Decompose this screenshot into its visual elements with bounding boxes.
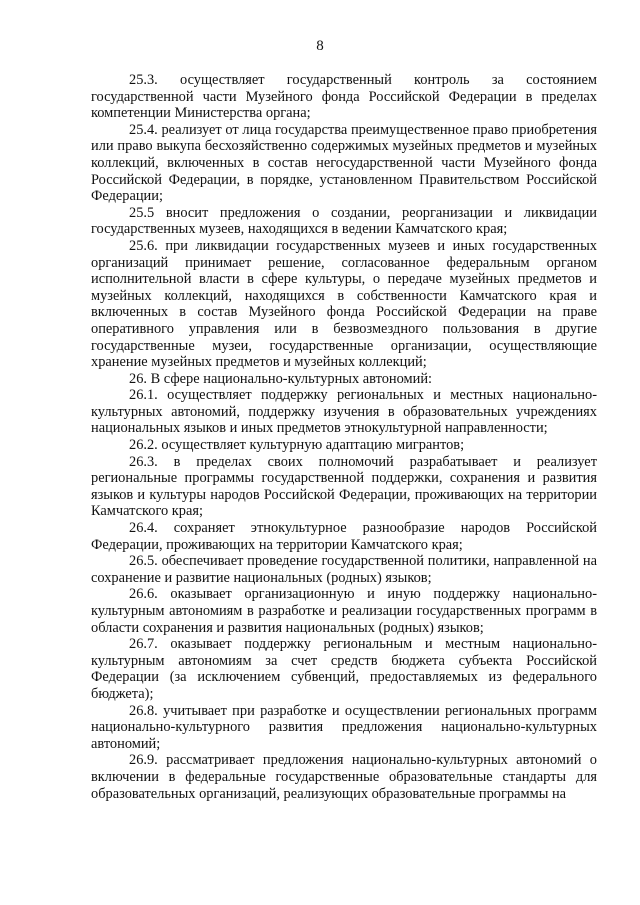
paragraph-26-9: 26.9. рассматривает предложения национально-культурных автономий о включении в федеральные государственные образовательные стандарты для образовательных организаций, реализующих образовательные программы на [91,752,597,802]
paragraph-25-3: 25.3. осуществляет государственный контроль за состоянием государственной части Музейного фонда Российской Федерации в пределах компетенции Министерства органа; [91,72,597,122]
paragraph-25-4: 25.4. реализует от лица государства преимущественное право приобретения или право выкупа бесхозяйственно содержимых музейных предметов и музейных коллекций, включенных в состав негосударственной части Музейного фонда Российской Федерации, в порядке, установленном Правительством Российской Федерации; [91,121,597,205]
document-body [91,72,597,802]
paragraph-26-7: 26.7. оказывает поддержку региональным и местным национально-культурным автономиям за счет средств бюджета субъекта Российской Федерации (за исключением субвенций, предоставляемых из федерального бюджета); [91,636,597,702]
paragraph-26-2: 26.2. осуществляет культурную адаптацию мигрантов; [129,437,465,454]
paragraph-26-4: 26.4. сохраняет этнокультурное разнообразие народов Российской Федерации, проживающих на территории Камчатского края; [91,520,597,553]
paragraph-25-6: 25.6. при ликвидации государственных музеев и иных государственных организаций принимает решение, согласованное федеральным органом исполнительной власти в сфере культуры, о передаче музейных предметов и музейных коллекций, находящихся в собственности Камчатского края и включенных в состав Музейного фонда Российской Федерации на праве оперативного управления или в безвозмездного пользования в другие государственные музеи, государственные организации, осуществляющие хранение музейных предметов и музейных коллекций; [91,237,597,371]
paragraph-26-8: 26.8. учитывает при разработке и осуществлении региональных программ национально-культурного развития предложения национально-культурных автономий; [91,702,597,752]
paragraph-26-5: 26.5. обеспечивает проведение государственной политики, направленной на сохранение и развитие национальных (родных) языков; [91,553,597,586]
paragraph-26-6: 26.6. оказывает организационную и иную поддержку национально-культурным автономиям в разработке и реализации государственных программ в области сохранения и развития национальных (родных) языков; [91,586,597,636]
paragraph-25-5: 25.5 вносит предложения о создании, реорганизации и ликвидации государственных музеев, находящихся в ведении Камчатского края; [91,204,597,238]
paragraph-26-1: 26.1. осуществляет поддержку региональных и местных национально-культурных автономий, поддержку изучения в образовательных учреждениях национальных языков и иных предметов этнокультурной направленности; [91,387,597,437]
page-number: 8 [316,38,324,54]
paragraph-26-3: 26.3. в пределах своих полномочий разрабатывает и реализует региональные программы государственной поддержки, сохранения и развития языков и культуры народов Российской Федерации, проживающих на территории Камчатского края; [91,453,597,520]
section-heading-26: 26. В сфере национально-культурных автономий: [129,370,433,387]
